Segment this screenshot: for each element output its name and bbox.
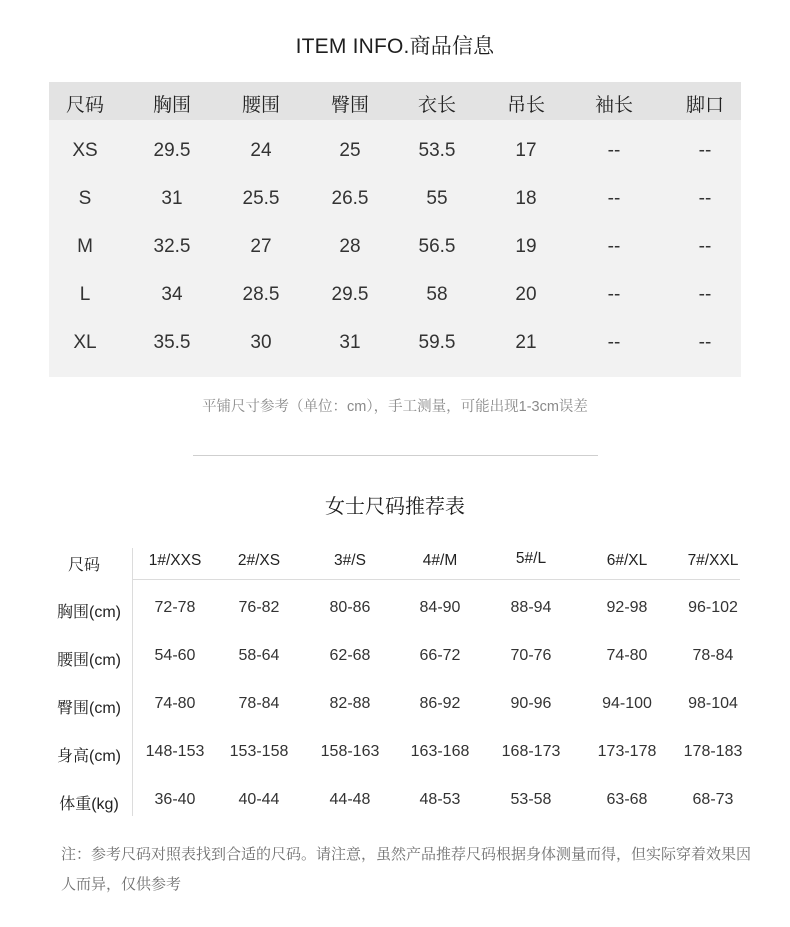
size-chart-header-cell: 臀围 xyxy=(330,95,369,116)
size-chart-cell: 27 xyxy=(250,236,272,257)
size-chart-cell: 24 xyxy=(250,140,272,161)
size-chart-header-cell: 衣长 xyxy=(417,95,456,116)
recommend-cell: 58-64 xyxy=(238,647,280,664)
size-chart-header-cell: 吊长 xyxy=(506,95,545,116)
recommend-cell: 98-104 xyxy=(688,695,738,712)
size-chart-cell: 53.5 xyxy=(418,140,456,161)
size-chart-cell: 31 xyxy=(161,188,183,209)
size-chart-cell: 59.5 xyxy=(418,332,456,353)
recommend-cell: 62-68 xyxy=(329,647,371,664)
size-chart-header-cell: 腰围 xyxy=(241,95,280,116)
recommend-cell: 173-178 xyxy=(597,743,657,760)
recommend-column-header: 1#/XXS xyxy=(148,552,202,569)
size-chart-cell: XS xyxy=(72,140,98,161)
recommend-row-label: 臀围(cm) xyxy=(57,700,121,717)
size-chart-cell: 17 xyxy=(515,140,537,161)
size-chart-cell: -- xyxy=(698,188,712,209)
recommend-cell: 88-94 xyxy=(510,599,552,616)
recommend-cell: 148-153 xyxy=(145,743,205,760)
size-chart-cell: XL xyxy=(73,332,97,353)
recommend-chart-note: 注：参考尺码对照表找到合适的尺码。请注意，虽然产品推荐尺码根据身体测量而得，但实际穿着效果因人而异，仅供参考 xyxy=(61,846,752,893)
recommend-cell: 92-98 xyxy=(606,599,648,616)
recommend-cell: 76-82 xyxy=(238,599,280,616)
recommend-cell: 86-92 xyxy=(419,695,461,712)
recommend-column-header: 4#/M xyxy=(422,552,458,569)
recommend-cell: 96-102 xyxy=(688,599,738,616)
recommend-cell: 78-84 xyxy=(692,647,734,664)
size-chart-cell: 30 xyxy=(250,332,272,353)
recommend-cell: 70-76 xyxy=(510,647,552,664)
recommend-cell: 66-72 xyxy=(419,647,461,664)
recommend-row-label: 腰围(cm) xyxy=(57,652,121,669)
size-chart-cell: 21 xyxy=(515,332,537,353)
size-chart-cell: -- xyxy=(698,284,712,305)
recommend-row-label: 胸围(cm) xyxy=(57,604,121,621)
recommend-cell: 163-168 xyxy=(410,743,470,760)
recommend-column-header: 6#/XL xyxy=(606,552,648,569)
recommend-cell: 178-183 xyxy=(683,743,743,760)
size-chart-cell: S xyxy=(78,188,92,209)
recommend-cell: 53-58 xyxy=(510,791,552,808)
recommend-column-header: 2#/XS xyxy=(237,552,281,569)
recommend-cell: 68-73 xyxy=(692,791,734,808)
table-horizontal-rule xyxy=(132,579,740,580)
size-chart-cell: -- xyxy=(698,140,712,161)
size-chart-header-cell: 尺码 xyxy=(65,95,104,116)
recommend-cell: 72-78 xyxy=(154,599,196,616)
recommend-cell: 63-68 xyxy=(606,791,648,808)
recommend-cell: 80-86 xyxy=(329,599,371,616)
size-chart-cell: -- xyxy=(698,236,712,257)
recommend-column-header: 3#/S xyxy=(334,552,366,569)
size-chart-cell: 35.5 xyxy=(153,332,191,353)
size-chart-cell: -- xyxy=(607,140,621,161)
recommend-cell: 54-60 xyxy=(154,647,196,664)
size-chart-cell: 26.5 xyxy=(331,188,369,209)
recommend-cell: 74-80 xyxy=(606,647,648,664)
recommend-cell: 78-84 xyxy=(238,695,280,712)
size-chart-title: ITEM INFO.商品信息 xyxy=(295,35,495,58)
size-chart-header-cell: 胸围 xyxy=(152,95,191,116)
size-chart-cell: 19 xyxy=(515,236,537,257)
size-chart-header-cell: 袖长 xyxy=(594,95,633,116)
size-chart-cell: 56.5 xyxy=(418,236,456,257)
section-divider xyxy=(193,455,598,456)
size-chart-cell: L xyxy=(79,284,91,305)
recommend-row-label: 身高(cm) xyxy=(57,748,121,765)
size-chart-cell: 34 xyxy=(161,284,183,305)
recommend-cell: 44-48 xyxy=(329,791,371,808)
size-chart-cell: -- xyxy=(607,332,621,353)
recommend-chart-title: 女士尺码推荐表 xyxy=(325,496,465,518)
size-chart-cell: 20 xyxy=(515,284,537,305)
recommend-cell: 90-96 xyxy=(510,695,552,712)
recommend-row-label: 体重(kg) xyxy=(59,796,119,813)
size-chart-cell: -- xyxy=(607,284,621,305)
size-chart-cell: 31 xyxy=(339,332,361,353)
size-chart-table xyxy=(49,82,741,377)
size-chart-cell: 25.5 xyxy=(242,188,280,209)
recommend-cell: 168-173 xyxy=(501,743,561,760)
recommend-corner-label: 尺码 xyxy=(67,557,100,574)
recommend-cell: 158-163 xyxy=(320,743,380,760)
recommend-cell: 153-158 xyxy=(229,743,289,760)
size-chart-cell: 58 xyxy=(426,284,448,305)
recommend-cell: 74-80 xyxy=(154,695,196,712)
size-chart-header-cell: 脚口 xyxy=(685,95,724,116)
table-vertical-rule xyxy=(132,548,133,816)
size-chart-note: 平铺尺寸参考（单位：cm），手工测量，可能出现1-3cm误差 xyxy=(202,399,588,415)
size-chart-cell: 55 xyxy=(426,188,448,209)
recommend-cell: 36-40 xyxy=(154,791,196,808)
recommend-column-header: 5#/L xyxy=(515,550,547,567)
size-chart-cell: -- xyxy=(607,188,621,209)
recommend-column-header: 7#/XXL xyxy=(687,552,739,569)
size-chart-cell: 28 xyxy=(339,236,361,257)
recommend-cell: 40-44 xyxy=(238,791,280,808)
recommend-cell: 94-100 xyxy=(602,695,652,712)
size-chart-cell: 32.5 xyxy=(153,236,191,257)
size-chart-cell: 29.5 xyxy=(153,140,191,161)
recommend-cell: 84-90 xyxy=(419,599,461,616)
size-chart-cell: -- xyxy=(698,332,712,353)
recommend-cell: 82-88 xyxy=(329,695,371,712)
size-chart-cell: 18 xyxy=(515,188,537,209)
size-chart-cell: M xyxy=(77,236,93,257)
recommend-cell: 48-53 xyxy=(419,791,461,808)
size-chart-cell: 28.5 xyxy=(242,284,280,305)
size-chart-cell: -- xyxy=(607,236,621,257)
size-chart-cell: 25 xyxy=(339,140,361,161)
size-chart-cell: 29.5 xyxy=(331,284,369,305)
